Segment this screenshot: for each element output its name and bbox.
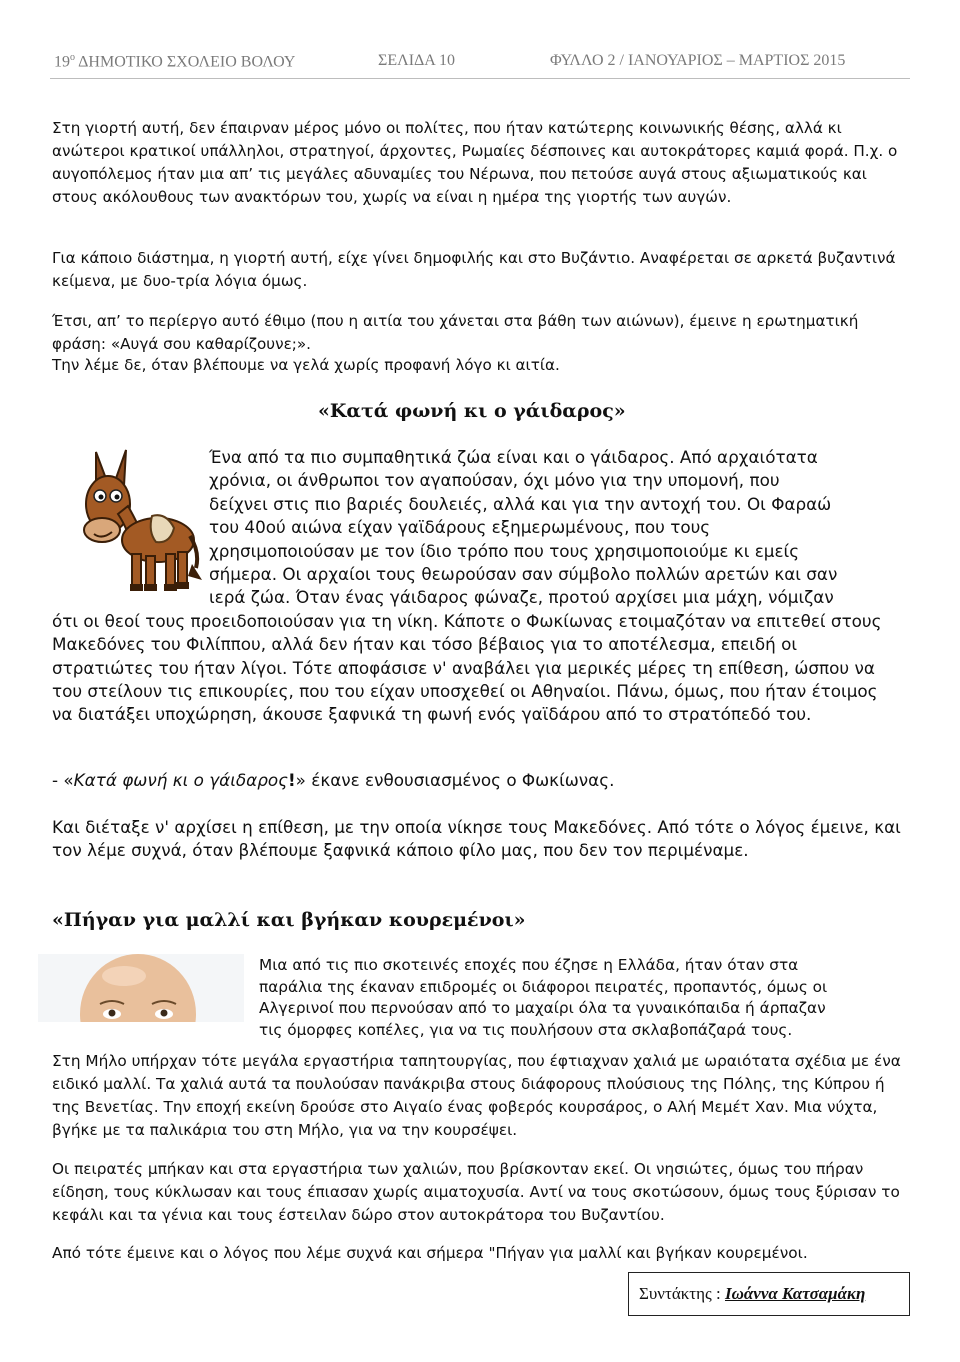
bald-man-photo	[38, 954, 244, 1022]
school-name-text: ΔΗΜΟΤΙΚΟ ΣΧΟΛΕΙΟ ΒΟΛΟΥ	[75, 53, 296, 71]
hair-paragraph-1: Στη Μήλο υπήρχαν τότε μεγάλα εργαστήρια ταπητουργίας, που έφτιαχναν χαλιά με ωραιότατα σχέδια με ένα ειδικό μαλλί. Τα χαλιά αυτά τα πουλούσαν πανάκριβα στους διάφορους πλούσιους της Πόλης, της Κύπρου ή της Βενετίας. Την εποχή εκείνη δρούσε στο Αιγαίο ένας φοβερός κουρσάρος, ο Αλή Μεμέτ Χαν. Μια νύχτα, βγήκε με τα παλικάρια του στη Μήλο, για να την κουρσέψει.	[52, 1052, 901, 1139]
hair-paragraph-2: Οι πειρατές μπήκαν και στα εργαστήρια των χαλιών, που βρίσκονταν εκεί. Οι νησιώτες, όμως του πήραν είδηση, τους κύκλωσαν και τους έπιασαν χωρίς αιματοχυσία. Αντί να τους σκοτώσουν, όμως τους ξύρισαν το κεφάλι και τα γένια και τους έστειλαν δώρο στον αυτοκράτορα του Βυζαντίου.	[52, 1160, 900, 1224]
intro-paragraph-1: Στη γιορτή αυτή, δεν έπαιρναν μέρος μόνο οι πολίτες, που ήταν κατώτερης κοινωνικής θέσης, αλλά κι ανώτεροι κρατικοί υπάλληλοι, στρατηγοί, άρχοντες, Ρωμαίες δέσποινες και αυτοκράτορες καμιά φορά. Π.χ. ο αυγοπόλεμος ήταν μια απ’ τις μεγάλες αδυναμίες του Νέρωνα, που πετούσε αυγά στους αξιωματικούς και στους ακόλουθους των ανακτόρων του, χωρίς να είναι η ημέρα της γιορτής των αυγών.	[52, 119, 898, 206]
issue-info: ΦΥΛΛΟ 2 / ΙΑΝΟΥΑΡΙΟΣ – ΜΑΡΤΙΟΣ 2015	[550, 52, 846, 69]
intro-paragraph-2: Για κάποιο διάστημα, η γιορτή αυτή, είχε γίνει δημοφιλής και στο Βυζάντιο. Αναφέρεται σε αρκετά βυζαντινά κείμενα, με δυο-τρία λόγια όμως.	[52, 249, 896, 290]
intro-paragraph-3: Έτσι, απ’ το περίεργο αυτό έθιμο (που η αιτία του χάνεται στα βάθη των αιώνων), έμεινε η ερωτηματική φράση: «Αυγά σου καθαρίζουνε;».	[52, 312, 859, 353]
donkey-quote	[52, 770, 614, 790]
school-number-suffix: ο	[70, 52, 75, 63]
wrapped-line: χρόνια, οι άνθρωποι τον αγαπούσαν, όχι μόνο για την υπομονή, που	[209, 470, 780, 491]
quote-italic: Κατά φωνή κι ο γάιδαρος	[73, 770, 288, 790]
intro-paragraph-4: Την λέμε δε, όταν βλέπουμε να γελά χωρίς προφανή λόγο κι αιτία.	[52, 356, 560, 374]
school-name	[54, 52, 295, 71]
quote-dash: - «	[52, 770, 74, 790]
wrapped-line: τις όμορφες κοπέλες, για να τις πουλήσουν στα σκλαβοπάζαρά τους.	[259, 1020, 793, 1039]
hair-paragraph-3: Από τότε έμεινε και ο λόγος που λέμε συχνά και σήμερα "Πήγαν για μαλλί και βγήκαν κουρεμένοι.	[52, 1244, 808, 1262]
wrapped-line: χρησιμοποιούσαν με τον ίδιο τρόπο που τους χρησιμοποιούμε κι εμείς	[209, 540, 800, 561]
wrapped-line: ιερά ζώα. Όταν ένας γάιδαρος φώναζε, προτού αρχίσει μια μάχη, νόμιζαν	[209, 587, 834, 608]
school-number: 19	[54, 53, 70, 71]
page-number: ΣΕΛΙΔΑ 10	[378, 52, 455, 69]
wrapped-line: Μια από τις πιο σκοτεινές εποχές που έζησε η Ελλάδα, ήταν όταν στα	[259, 956, 799, 974]
donkey-closing-paragraph: Και διέταξε ν' αρχίσει η επίθεση, με την οποία νίκησε τους Μακεδόνες. Από τότε ο λόγος έμεινε, και τον λέμε συχνά, όταν βλέπουμε ξαφνικά κάποιο φίλο μας, που δεν τον περιμέναμε.	[52, 817, 901, 861]
wrapped-line: του 40ού αιώνα είχαν γαϊδάρους εξημερωμένους, που τους	[209, 517, 711, 538]
wrapped-line: δείχνει στις πιο βαριές δουλειές, αλλά και για την αντοχή του. Οι Φαραώ	[209, 493, 832, 514]
donkey-paragraph: ότι οι θεοί τους προειδοποιούσαν για τη νίκη. Κάποτε ο Φωκίωνας ετοιμαζόταν να επιτεθεί στους Μακεδόνες του Φιλίππου, αλλά δεν ήταν και τόσο βέβαιος για το αποτέλεσμα, επειδή οι στρατιώτες του ήταν λίγοι. Τότε αποφάσισε ν' αναβάλει για μερικές μέρες τη επίθεση, ώσπου να του στείλουν τις επικουρίες, που του είχαν υποσχεθεί οι Αθηναίοι. Πάνω, όμως, που ήταν έτοιμος να διατάξει υποχώρηση, άκουσε ξαφνικά τη φωνή ενός γαϊδάρου από το στρατόπεδό του.	[52, 611, 882, 725]
wrapped-line: Ένα από τα πιο συμπαθητικά ζώα είναι και ο γάιδαρος. Από αρχαιότατα	[209, 447, 818, 467]
quote-rest: » έκανε ενθουσιασμένος ο Φωκίωνας.	[295, 770, 615, 790]
wrapped-line: παράλια της έκαναν επιδρομές οι διάφοροι πειρατές, προπαντός, όμως οι	[259, 977, 828, 996]
quote-bold: !	[287, 770, 296, 790]
wrapped-line: σήμερα. Οι αρχαίοι τους θεωρούσαν σαν σύμβολο πολλών αρετών και σαν	[209, 564, 838, 584]
wrapped-line: Αλγερινοί που περνούσαν από το μαχαίρι όλα τα γυναικόπαιδα ή άρπαζαν	[259, 999, 826, 1018]
donkey-section-title: «Κατά φωνή κι ο γάιδαρος»	[318, 400, 626, 422]
hair-section-title: «Πήγαν για μαλλί και βγήκαν κουρεμένοι»	[52, 909, 526, 931]
page-header	[50, 46, 910, 79]
donkey-illustration	[66, 444, 202, 596]
author-box	[628, 1272, 910, 1316]
author-label: Συντάκτης :	[639, 1284, 725, 1303]
author-name: Ιωάννα Κατσαμάκη	[724, 1284, 866, 1303]
